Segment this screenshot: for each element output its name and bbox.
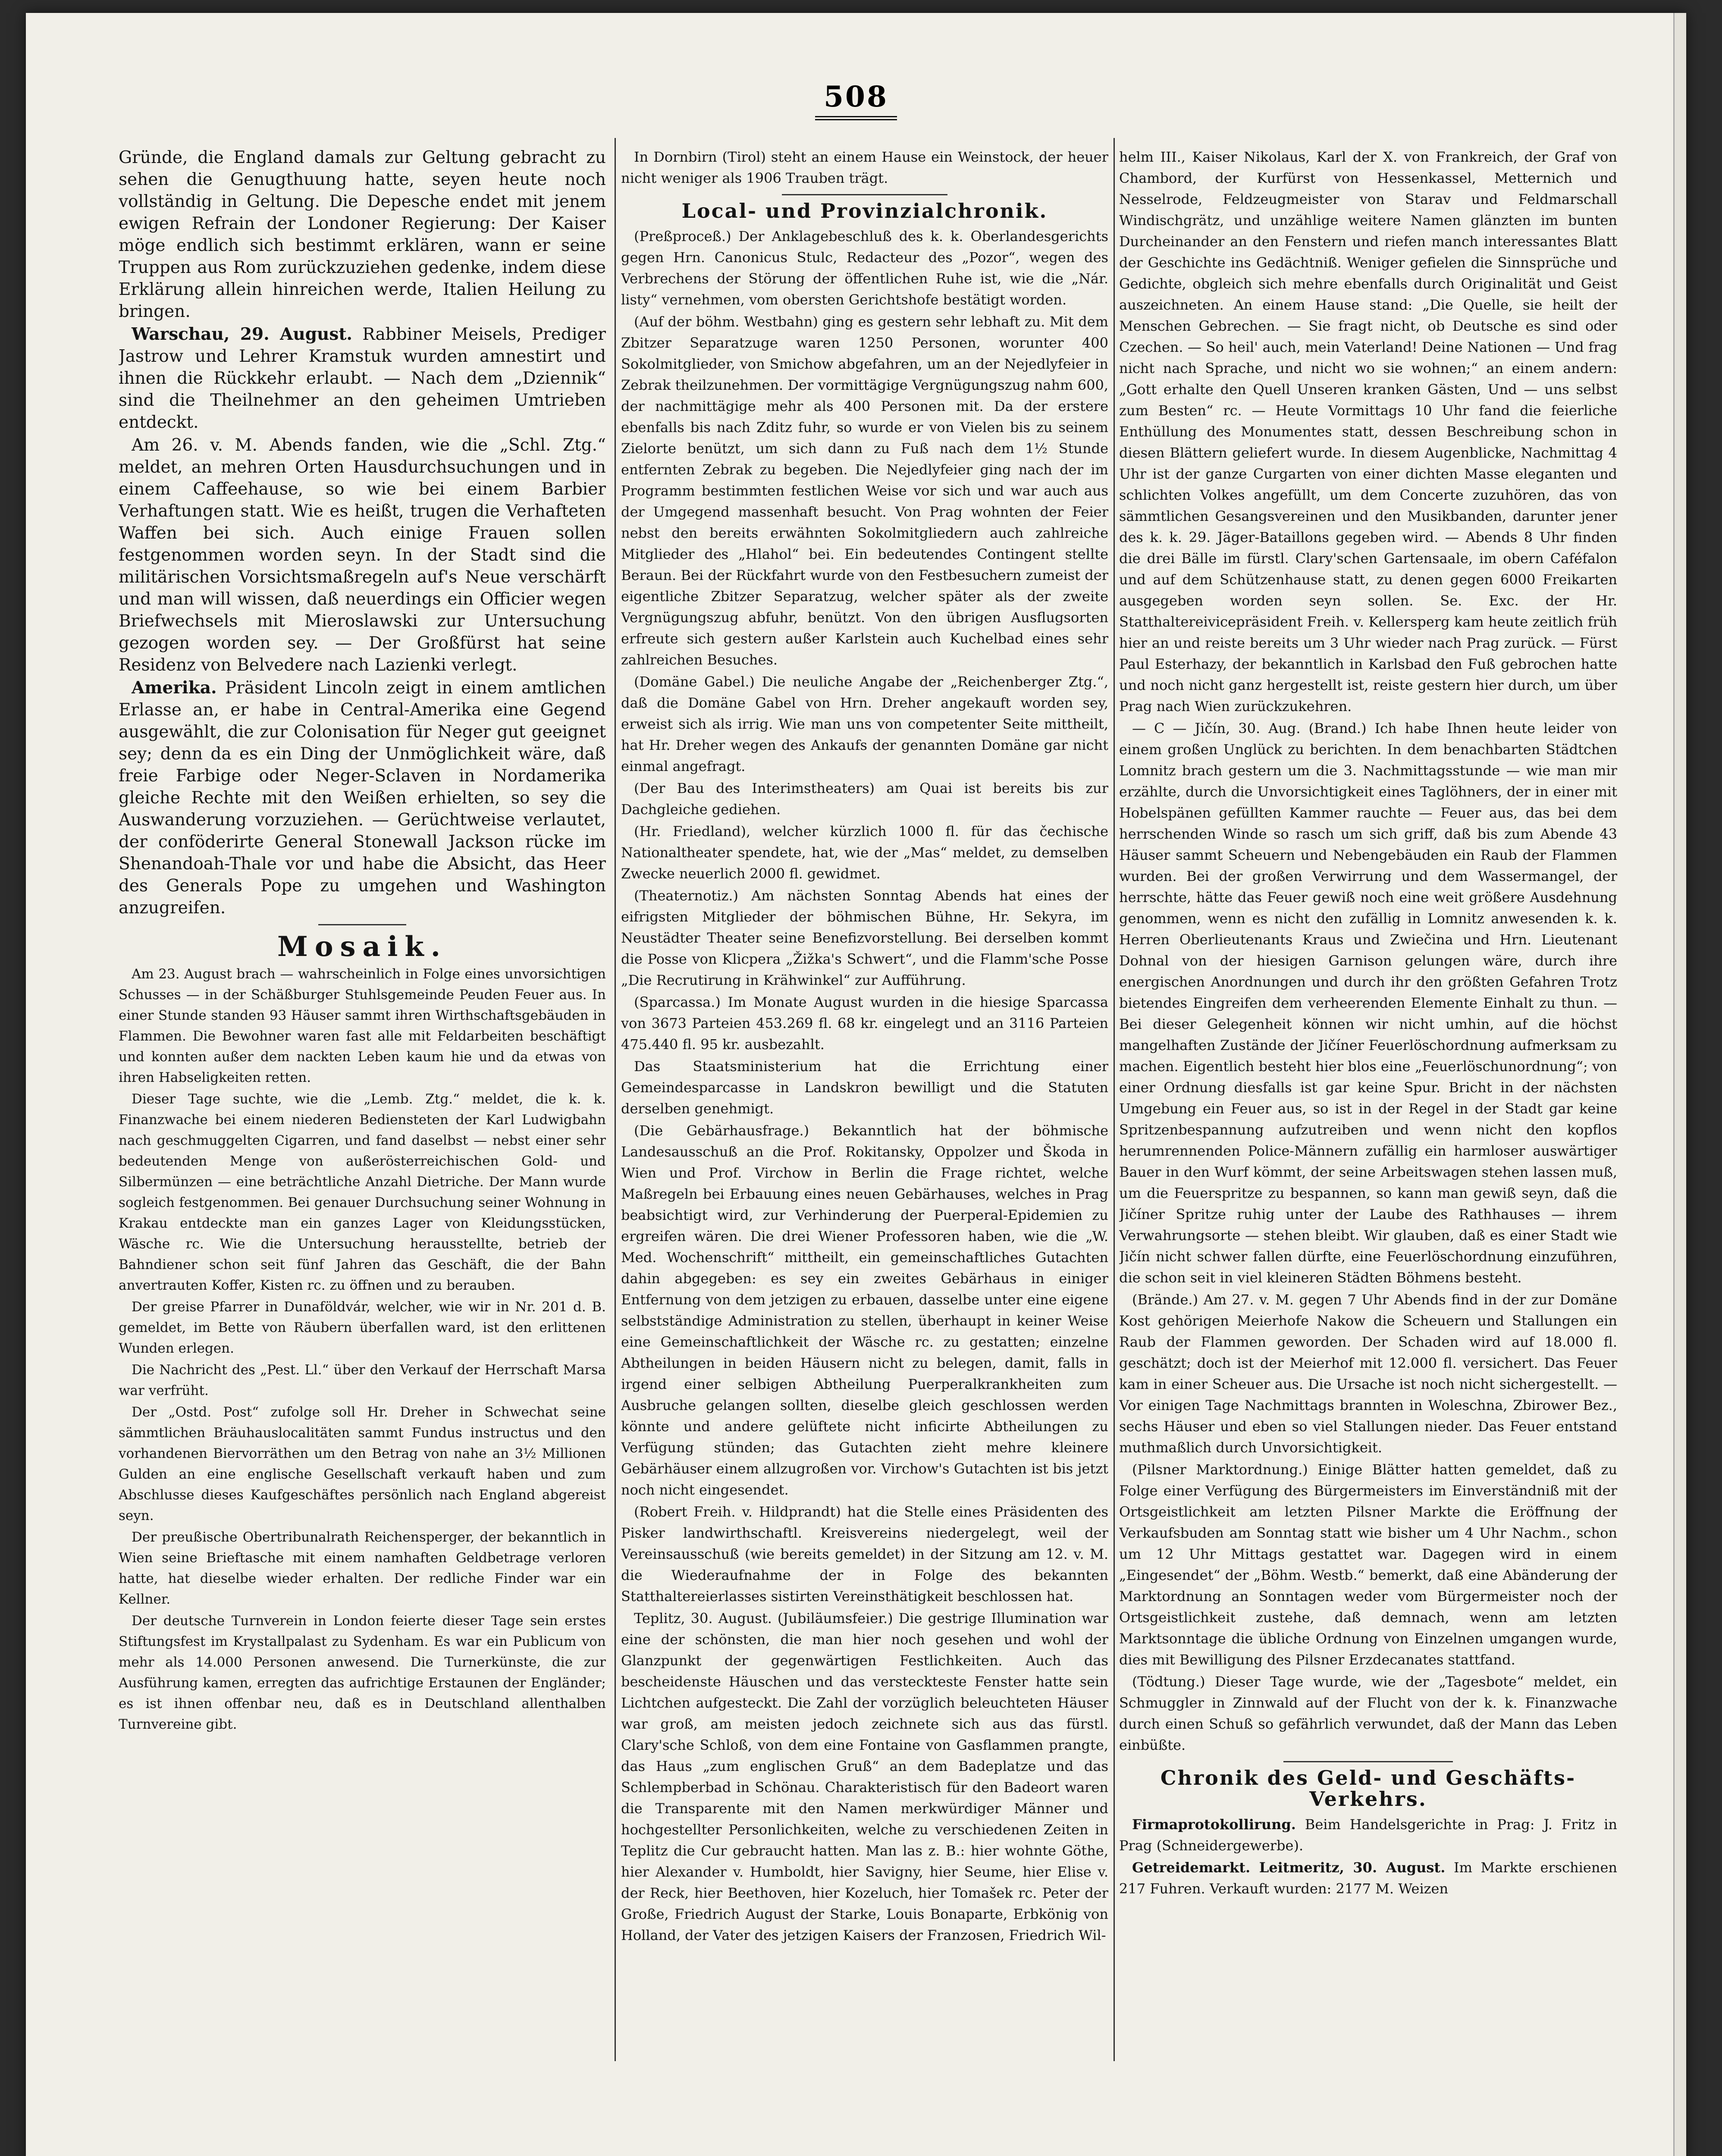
news-item: Dieser Tage suchte, wie die „Lemb. Ztg.“ meldet, die k. k. Finanzwache bei einem niederen Bediensteten der Karl Ludwigbahn nach geschmuggelten Cigarren, und fand daselbst — nebst einer sehr bedeutenden Menge von außerösterreichischen Gold- und Silbermünzen — eine beträchtliche Anzahl Dietriche. Der Mann wurde sogleich festgenommen. Bei genauer Durchsuchung seiner Wohnung in Krakau entdeckte man ein ganzes Lager von Kleidungsstücken, Wäsche rc. Wie die Untersuchung herausstellte, betrieb der Bahndiener schon seit fünf Jahren das Geschäft, die der Bahn anvertrauten Koffer, Kisten rc. zu öffnen und zu berauben.: [119, 1091, 606, 1293]
news-item: (Der Bau des Interimstheaters) am Quai ist bereits bis zur Dachgleiche gediehen.: [621, 780, 1108, 818]
news-item: helm III., Kaiser Nikolaus, Karl der X. von Frankreich, der Graf von Chambord, der Kurfürst von Hessenkassel, Metternich und Nesselrode, Feldzeugmeister von Starav und Feldmarschall Windischgrätz, und unzählige weitere Namen glänzten im bunten Durcheinander an den Fenstern und riefen manch interessantes Blatt der Geschichte ins Gedächtniß. Weniger gefielen die Sinnsprüche und Gedichte, obgleich sich mehre ebenfalls durch Originalität und Geist auszeichneten. An einem Hause stand: „Die Quelle, sie heilt der Menschen Gebrechen. — Sie fragt nicht, ob Deutsche es sind oder Czechen. — So heil' auch, mein Vaterland! Deine Nationen — Und frag nicht nach Sprache, und nicht wo sie wohnen;“ an einem andern: „Gott erhalte den Quell Unseren kranken Gästen, Und — uns selbst zum Besten“ rc. — Heute Vormittags 10 Uhr fand die feierliche Enthüllung des Monumentes statt, dessen Beschreibung schon in diesen Blättern geliefert wurde. In diesem Augenblicke, Nachmittag 4 Uhr ist der ganze Curgarten von einer dichten Masse eleganten und schlichten Volkes angefüllt, um dem Concerte zuzuhören, das von sämmtlichen Gesangsvereinen und den Musikbanden, darunter jener des k. k. 29. Jäger-Bataillons gegeben wird. — Abends 8 Uhr finden die drei Bälle im fürstl. Clary'schen Gartensaale, im obern Caféfalon und auf dem Schützenhause statt, zu denen gegen 6000 Freikarten ausgegeben worden seyn sollen. Se. Exc. der Hr. Statthaltereivicepräsident Freih. v. Kellersperg kam heute zeitlich früh hier an und reiste bereits um 3 Uhr wieder nach Prag zurück. — Fürst Paul Esterhazy, der bekanntlich in Karlsbad den Fuß gebrochen hatte und noch nicht ganz hergestellt ist, reiste gestern hier durch, um über Prag nach Wien zurückzukehren.: [1119, 149, 1617, 714]
news-item: (Preßproceß.) Der Anklagebeschluß des k. k. Oberlandesgerichts gegen Hrn. Canonicus Stulc, Redacteur des „Pozor“, wegen des Verbrechens der Störung der öffentlichen Ruhe ist, wie die „Nár. listy“ vernehmen, vom obersten Gerichtshofe bestätigt worden.: [621, 228, 1108, 308]
news-item: Firmaprotokollirung. Beim Handelsgerichte in Prag: J. Fritz in Prag (Schneidergewerbe).: [1119, 1816, 1617, 1854]
news-item: (Die Gebärhausfrage.) Bekanntlich hat der böhmische Landesausschuß an die Prof. Rokitansky, Oppolzer und Škoda in Wien und Prof. Virchow in Berlin die Frage richtet, welche Maßregeln bei Erbauung eines neuen Gebärhauses, welches in Prag beabsichtigt wird, zur Verhinderung der Puerperal-Epidemien zu ergreifen wären. Die drei Wiener Professoren haben, wie die „W. Med. Wochenschrift“ mittheilt, ein gemeinschaftliches Gutachten dahin abgegeben: es sey ein zweites Gebärhaus in einiger Entfernung von dem jetzigen zu erbauen, dasselbe unter eine eigene selbstständige Administration zu stellen, überhaupt in keiner Weise eine Gemeinschaftlichkeit der Wäsche rc. zu gestatten; einzelne Abtheilungen in beiden Häusern nicht zu belegen, damit, falls in irgend einer selbigen Abtheilung Puerperalkrankheiten zum Ausbruche gelangen sollten, dieselbe gleich geschlossen werden könnte und andere gelüftete nicht inficirte Abtheilungen zu Verfügung stünden; das Gutachten zieht mehre kleinere Gebärhäuser einem allzugroßen vor. Virchow's Gutachten ist bis jetzt noch nicht eingesendet.: [621, 1122, 1108, 1498]
news-item: (Domäne Gabel.) Die neuliche Angabe der „Reichenberger Ztg.“, daß die Domäne Gabel von Hrn. Dreher angekauft worden sey, erweist sich als irrig. Wie man uns von competenter Seite mittheilt, hat Hr. Dreher wegen des Ankaufs der genannten Domäne gar nicht einmal angefragt.: [621, 674, 1108, 774]
page-number: 508: [26, 80, 1686, 113]
article-paragraph: Am 26. v. M. Abends fanden, wie die „Schl. Ztg.“ meldet, an mehren Orten Hausdurchsuchungen und in einem Caffeehause, so wie bei einem Barbier Verhaftungen statt. Wie es heißt, trugen die Verhafteten Waffen bei sich. Auch einige Frauen sollen festgenommen worden seyn. In der Stadt sind die militärischen Vorsichtsmaßregeln auf's Neue verschärft und man will wissen, daß neuerdings ein Officier wegen Briefwechsels mit Mieroslawski zur Untersuchung gezogen worden sey. — Der Großfürst hat seine Residenz von Belvedere nach Lazienki verlegt.: [119, 436, 606, 675]
newspaper-page: [26, 13, 1686, 2156]
news-item: Der preußische Obertribunalrath Reichensperger, der bekanntlich in Wien seine Brieftasche mit einem namhaften Geldbetrage verloren hatte, hat dieselbe wieder erhalten. Der redliche Finder war ein Kellner.: [119, 1529, 606, 1607]
news-item: In Dornbirn (Tirol) steht an einem Hause ein Weinstock, der heuer nicht weniger als 1906 Trauben trägt.: [621, 149, 1108, 186]
column-middle: [621, 147, 1108, 2113]
article-paragraph: Warschau, 29. August. Rabbiner Meisels, Prediger Jastrow und Lehrer Kramstuk wurden amnestirt und ihnen die Rückkehr erlaubt. — Nach dem „Dziennik“ sind die Theilnehmer an den geheimen Umtrieben entdeckt.: [119, 324, 606, 432]
news-item: Der greise Pfarrer in Dunaföldvár, welcher, wie wir in Nr. 201 d. B. gemeldet, im Bette von Räubern überfallen ward, ist den erlittenen Wunden erlegen.: [119, 1299, 606, 1356]
news-item: Das Staatsministerium hat die Errichtung einer Gemeindesparcasse in Landskron bewilligt und die Statuten derselben genehmigt.: [621, 1058, 1108, 1117]
column-rule: [615, 138, 616, 2061]
separator: [1283, 1761, 1453, 1762]
news-item: (Sparcassa.) Im Monate August wurden in die hiesige Sparcassa von 3673 Parteien 453.269 fl. 68 kr. eingelegt und an 3116 Parteien 475.440 fl. 95 kr. ausbezahlt.: [621, 994, 1108, 1053]
section-title-local: Local- und Provinzialchronik.: [681, 199, 1048, 222]
news-item: Die Nachricht des „Pest. Ll.“ über den Verkauf der Herrschaft Marsa war verfrüht.: [119, 1362, 606, 1398]
news-item: Der „Ostd. Post“ zufolge soll Hr. Dreher in Schwechat seine sämmtlichen Bräuhauslocalitäten sammt Fundus instructus und den vorhandenen Biervorräthen um den Betrag von nahe an 3½ Millionen Gulden an eine englische Gesellschaft verkauft haben und zum Abschlusse dieses Kaufgeschäftes persönlich nach England abgereist seyn.: [119, 1404, 606, 1523]
news-item: Getreidemarkt. Leitmeritz, 30. August. Im Markte erschienen 217 Fuhren. Verkauft wurden: 2177 M. Weizen: [1119, 1859, 1617, 1897]
news-item: (Hr. Friedland), welcher kürzlich 1000 fl. für das čechische Nationaltheater spendete, hat, wie der „Mas“ meldet, zu demselben Zwecke neuerlich 2000 fl. gewidmet.: [621, 823, 1108, 882]
section-title-mosaik: Mosaik.: [277, 931, 447, 963]
article-paragraph: Gründe, die England damals zur Geltung gebracht zu sehen die Genugthuung hatte, seyen heute noch vollständig in Geltung. Die Depesche endet mit jenem ewigen Refrain der Londoner Regierung: Der Kaiser möge endlich sich bestimmt erklären, wann er seine Truppen aus Rom zurückzuziehen gedenke, indem diese Erklärung allein hinreichen werde, Italien Heilung zu bringen.: [119, 148, 606, 321]
dateline: Warschau, 29. August.: [132, 324, 352, 344]
dateline: Amerika.: [132, 678, 217, 698]
page-edge: [1673, 13, 1686, 2156]
separator: [782, 194, 947, 195]
column-right: [1119, 147, 1617, 2113]
news-item: — C — Jičín, 30. Aug. (Brand.) Ich habe Ihnen heute leider von einem großen Unglück zu berichten. In dem benachbarten Städtchen Lomnitz brach gestern um die 3. Nachmittagsstunde — wie man mir erzählte, durch die Unvorsichtigkeit eines Taglöhners, der in einer mit Hobelspänen gefüllten Kammer rauchte — Feuer aus, das bei dem herrschenden Winde so rasch um sich griff, daß bis zum Abende 43 Häuser sammt Scheuern und Nebengebäuden ein Raub der Flammen wurden. Bei der großen Verwirrung und dem Wassermangel, der herrschte, hätte das Feuer gewiß noch eine weit größere Ausdehnung genommen, wenn es nicht den zufällig in Lomnitz anwesenden k. k. Herren Oberlieutenants Kraus und Zwiečina und Hrn. Lieutenant Dohnal von der hiesigen Garnison gelungen wäre, durch ihre energischen Anordnungen und durch ihr den größten Gefahren Trotz bietendes Eingreifen dem verheerenden Elemente Einhalt zu thun. — Bei dieser Gelegenheit können wir nicht umhin, auf die höchst mangelhaften Zustände der Jičíner Feuerlöschordnung aufmerksam zu machen. Eigentlich besteht hier blos eine „Feuerlöschunordnung“; von einer Ordnung diesfalls ist gar keine Spur. Bricht in der nächsten Umgebung ein Feuer aus, so ist in der Regel in der Stadt gar keine Spritzenbespannung aufzutreiben und wenn nicht den kopflos herumrennenden Police-Männern zufällig ein harmloser auswärtiger Bauer in den Wurf kömmt, der seine Arbeitswagen stehen lassen muß, um die Feuerspritze zu bespannen, so kann man gewiß seyn, daß die Jičíner Spritze ruhig unter der Laube des Rathhauses — ihrem Verwahrungsorte — stehen bleibt. Wir glauben, daß es einer Stadt wie Jičín nicht schwer fallen dürfte, eine Feuerlöschordnung einzuführen, die schon seit in viel kleineren Städten Böhmens besteht.: [1119, 720, 1617, 1286]
item-lead: Firmaprotokollirung.: [1132, 1816, 1296, 1833]
news-item: Teplitz, 30. August. (Jubiläumsfeier.) Die gestrige Illumination war eine der schönsten, die man hier noch gesehen und wohl der Glanzpunkt der gegenwärtigen Festlichkeiten. Auch das bescheidenste Häuschen und das versteckteste Fenster hatte sein Lichtchen aufgesteckt. Die Zahl der vorzüglich beleuchteten Häuser war groß, am meisten jedoch zeichnete sich aus das fürstl. Clary'sche Schloß, von dem eine Fontaine von Gasflammen prangte, das Haus „zum englischen Gruß“ an dem Badeplatze und das Schlempberbad in Schönau. Charakteristisch für den Badeort waren die Transparente mit den Namen merkwürdiger Männer und hochgestellter Personlichkeiten, welche zu verschiedenen Zeiten in Teplitz die Cur gebraucht hatten. Man las z. B.: hier wohnte Göthe, hier Alexander v. Humboldt, hier Savigny, hier Seume, hier Elise v. der Reck, hier Beethoven, hier Kozeluch, hier Tomašek rc. Peter der Große, Friedrich August der Starke, Louis Bonaparte, Erbkönig von Holland, der Vater des jetzigen Kaisers der Franzosen, Friedrich Wil-: [621, 1610, 1108, 1943]
section-title-finance: Chronik des Geld- und Geschäfts-Verkehrs.: [1160, 1766, 1576, 1811]
news-item: Am 23. August brach — wahrscheinlich in Folge eines unvorsichtigen Schusses — in der Schäßburger Stuhlsgemeinde Peuden Feuer aus. In einer Stunde standen 93 Häuser sammt ihren Wirthschaftsgebäuden in Flammen. Die Bewohner waren fast alle mit Feldarbeiten beschäftigt und konnten außer dem nackten Leben kaum hie und da etwas von ihren Habseligkeiten retten.: [119, 966, 606, 1085]
news-item: (Auf der böhm. Westbahn) ging es gestern sehr lebhaft zu. Mit dem Zbitzer Separatzuge waren 1250 Personen, worunter 400 Sokolmitglieder, von Smichow abgefahren, um an der Nejedlyfeier in Zebrak theilzunehmen. Der vormittägige Vergnügungszug nahm 600, der nachmittägige mehr als 400 Personen mit. Da der erstere ebenfalls bis nach Zditz fuhr, so wurde er von Vielen bis zu seinem Zielorte benützt, um sich dann zu Fuß nach dem 1½ Stunde entfernten Zebrak zu begeben. Die Nejedlyfeier ging nach der im Programm bestimmten festlichen Weise vor sich und war auch aus der Umgegend massenhaft besucht. Von Prag wohnten der Feier nebst den bereits erwähnten Sokolmitgliedern auch zahlreiche Mitglieder des „Hlahol“ bei. Ein bedeutendes Contingent stellte Beraun. Bei der Rückfahrt wurde von den Festbesuchern zumeist der eigentliche Zbitzer Separatzug, welcher später als der zweite Vergnügungszug abfuhr, benützt. Von den übrigen Ausflugsorten erfreute sich gestern außer Karlstein auch Kuchelbad eines sehr zahlreichen Besuches.: [621, 313, 1108, 668]
article-paragraph: Amerika. Präsident Lincoln zeigt in einem amtlichen Erlasse an, er habe in Central-Amerika eine Gegend ausgewählt, die zur Colonisation für Neger gut geeignet sey; denn da es ein Ding der Unmöglichkeit wäre, daß freie Farbige oder Neger-Sclaven in Nordamerika gleiche Rechte mit den Weißen erhielten, so sey die Auswanderung vorzuziehen. — Gerüchtweise verlautet, der conföderirte General Stonewall Jackson rücke im Shenandoah-Thale vor und habe die Absicht, das Heer des Generals Pope zu umgehen und Washington anzugreifen.: [119, 678, 606, 918]
separator: [318, 924, 406, 925]
news-item: (Brände.) Am 27. v. M. gegen 7 Uhr Abends find in der zur Domäne Kost gehörigen Meierhofe Nakow die Scheuern und Stallungen ein Raub der Flammen geworden. Der Schaden wird auf 18.000 fl. geschätzt; doch ist der Meierhof mit 12.000 fl. versichert. Das Feuer kam in einer Scheuer aus. Die Ursache ist noch nicht sichergestellt. — Vor einigen Tage Nachmittags brannten in Woleschna, Zbirower Bez., sechs Häuser und eben so viel Stallungen nieder. Das Feuer entstand muthmaßlich durch Unvorsichtigkeit.: [1119, 1291, 1617, 1456]
news-item: (Robert Freih. v. Hildprandt) hat die Stelle eines Präsidenten des Pisker landwirthschaftl. Kreisvereins niedergelegt, weil der Vereinsausschuß (wie bereits gemeldet) in der Sitzung am 12. v. M. die Wiederaufnahme der in Folge des bekannten Statthaltereierlasses sistirten Vereinsthätigkeit beschlossen hat.: [621, 1504, 1108, 1604]
column-left: [119, 147, 606, 2065]
news-item: Der deutsche Turnverein in London feierte dieser Tage sein erstes Stiftungsfest im Krystallpalast zu Sydenham. Es war ein Publicum von mehr als 14.000 Personen anwesend. Die Turnerkünste, die zur Ausführung kamen, erregten das aufrichtige Erstaunen der Engländer; es ist ihnen offenbar neu, daß es in Deutschland allenthalben Turnvereine gibt.: [119, 1613, 606, 1732]
news-item: (Pilsner Marktordnung.) Einige Blätter hatten gemeldet, daß zu Folge einer Verfügung des Bürgermeisters im Einverständniß mit der Ortsgeistlichkeit am letzten Pilsner Markte die Eröffnung der Verkaufsbuden am Sonntag statt wie bisher um 4 Uhr Nachm., schon um 12 Uhr Mittags gestattet war. Dagegen wird in einem „Eingesendet“ der „Böhm. Westb.“ bemerkt, daß eine Abänderung der Marktordnung an Sonntagen weder vom Bürgermeister noch der Ortsgeistlichkeit zustehe, daß demnach, wenn am letzten Marktsonntage die übliche Ordnung von Einzelnen umgangen wurde, dies mit Bewilligung des Pilsner Erzdecanates stattfand.: [1119, 1461, 1617, 1668]
column-rule: [1113, 138, 1115, 2061]
news-item: (Tödtung.) Dieser Tage wurde, wie der „Tagesbote“ meldet, ein Schmuggler in Zinnwald auf der Flucht von der k. k. Finanzwache durch einen Schuß so gefährlich verwundet, daß der Mann das Leben einbüßte.: [1119, 1673, 1617, 1753]
item-lead: Getreidemarkt. Leitmeritz, 30. August.: [1132, 1859, 1446, 1876]
news-item: (Theaternotiz.) Am nächsten Sonntag Abends hat eines der eifrigsten Mitglieder der böhmischen Bühne, Hr. Sekyra, im Neustädter Theater seine Benefizvorstellung. Bei derselben kommt die Posse von Klicpera „Žižka's Schwert“, und die Flamm'sche Posse „Die Recrutirung in Krähwinkel“ zur Aufführung.: [621, 887, 1108, 988]
